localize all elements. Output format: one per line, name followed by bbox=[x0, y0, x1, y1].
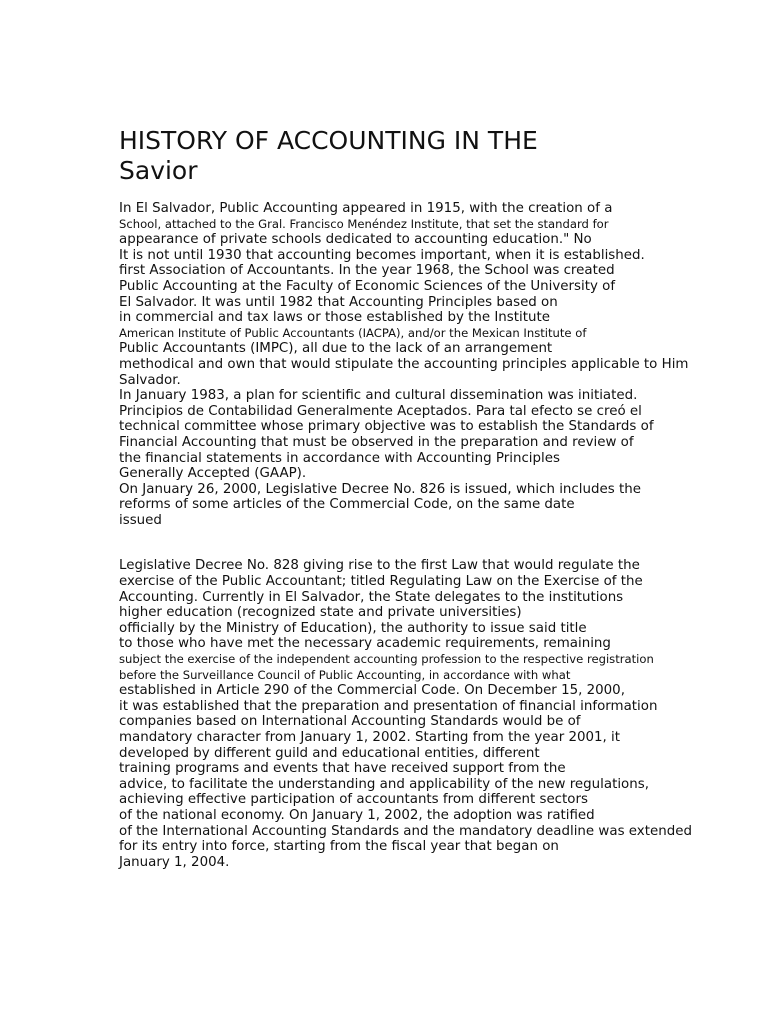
text-line: American Institute of Public Accountants (IACPA), and/or the Mexican Institute of bbox=[119, 325, 587, 340]
text-line: to those who have met the necessary academic requirements, remaining bbox=[119, 636, 611, 652]
text-line: It is not until 1930 that accounting becomes important, when it is established. bbox=[119, 247, 645, 263]
text-line: exercise of the Public Accountant; titled Regulating Law on the Exercise of the bbox=[119, 574, 643, 590]
text-line: before the Surveillance Council of Public Accounting, in accordance with what bbox=[119, 667, 571, 682]
text-line: subject the exercise of the independent accounting profession to the respective registration bbox=[119, 652, 654, 667]
text-line: issued bbox=[119, 512, 162, 528]
paragraph-gap bbox=[119, 528, 719, 558]
paragraph-2 bbox=[119, 558, 719, 870]
text-line: appearance of private schools dedicated to accounting education." No bbox=[119, 232, 592, 248]
paragraph-1 bbox=[119, 201, 719, 528]
text-line: technical committee whose primary objective was to establish the Standards of bbox=[119, 419, 654, 435]
text-line: In El Salvador, Public Accounting appeared in 1915, with the creation of a bbox=[119, 201, 613, 216]
text-line: Salvador. bbox=[119, 372, 181, 388]
text-line: School, attached to the Gral. Francisco Menéndez Institute, that set the standard for bbox=[119, 216, 609, 231]
text-line: Principios de Contabilidad Generalmente Aceptados. Para tal efecto se creó el bbox=[119, 403, 642, 419]
text-line: officially by the Ministry of Education), the authority to issue said title bbox=[119, 620, 587, 636]
text-line: companies based on International Accounting Standards would be of bbox=[119, 714, 581, 730]
text-line: In January 1983, a plan for scientific and cultural dissemination was initiated. bbox=[119, 388, 638, 404]
text-line: El Salvador. It was until 1982 that Accounting Principles based on bbox=[119, 294, 558, 310]
text-line: reforms of some articles of the Commercial Code, on the same date bbox=[119, 497, 575, 513]
text-line: it was established that the preparation and presentation of financial information bbox=[119, 698, 658, 714]
text-line: Financial Accounting that must be observed in the preparation and review of bbox=[119, 434, 634, 450]
text-line: Accounting. Currently in El Salvador, the State delegates to the institutions bbox=[119, 589, 624, 605]
text-line: Generally Accepted (GAAP). bbox=[119, 466, 307, 482]
text-line: Legislative Decree No. 828 giving rise to the first Law that would regulate the bbox=[119, 558, 640, 574]
text-line: for its entry into force, starting from the fiscal year that began on bbox=[119, 839, 559, 855]
text-line: of the national economy. On January 1, 2002, the adoption was ratified bbox=[119, 807, 595, 823]
document-title: HISTORY OF ACCOUNTING IN THE Savior bbox=[119, 126, 538, 185]
text-line: established in Article 290 of the Commercial Code. On December 15, 2000, bbox=[119, 683, 625, 699]
text-line: Public Accounting at the Faculty of Economic Sciences of the University of bbox=[119, 278, 616, 294]
text-line: higher education (recognized state and private universities) bbox=[119, 605, 522, 621]
text-line: the financial statements in accordance with Accounting Principles bbox=[119, 450, 560, 466]
text-line: first Association of Accountants. In the year 1968, the School was created bbox=[119, 263, 615, 279]
text-line: advice, to facilitate the understanding and applicability of the new regulations, bbox=[119, 776, 649, 792]
text-line: Public Accountants (IMPC), all due to the lack of an arrangement bbox=[119, 341, 553, 357]
text-line: in commercial and tax laws or those established by the Institute bbox=[119, 310, 550, 326]
text-line: achieving effective participation of accountants from different sectors bbox=[119, 792, 588, 808]
text-line: developed by different guild and educational entities, different bbox=[119, 745, 540, 761]
text-line: methodical and own that would stipulate the accounting principles applicable to Him bbox=[119, 356, 689, 372]
text-line: training programs and events that have received support from the bbox=[119, 761, 566, 777]
text-line: mandatory character from January 1, 2002. Starting from the year 2001, it bbox=[119, 730, 621, 745]
document-page bbox=[119, 126, 719, 870]
text-line: January 1, 2004. bbox=[119, 854, 230, 870]
text-line: On January 26, 2000, Legislative Decree No. 826 is issued, which includes the bbox=[119, 481, 641, 497]
text-line: of the International Accounting Standards and the mandatory deadline was extended bbox=[119, 823, 692, 839]
